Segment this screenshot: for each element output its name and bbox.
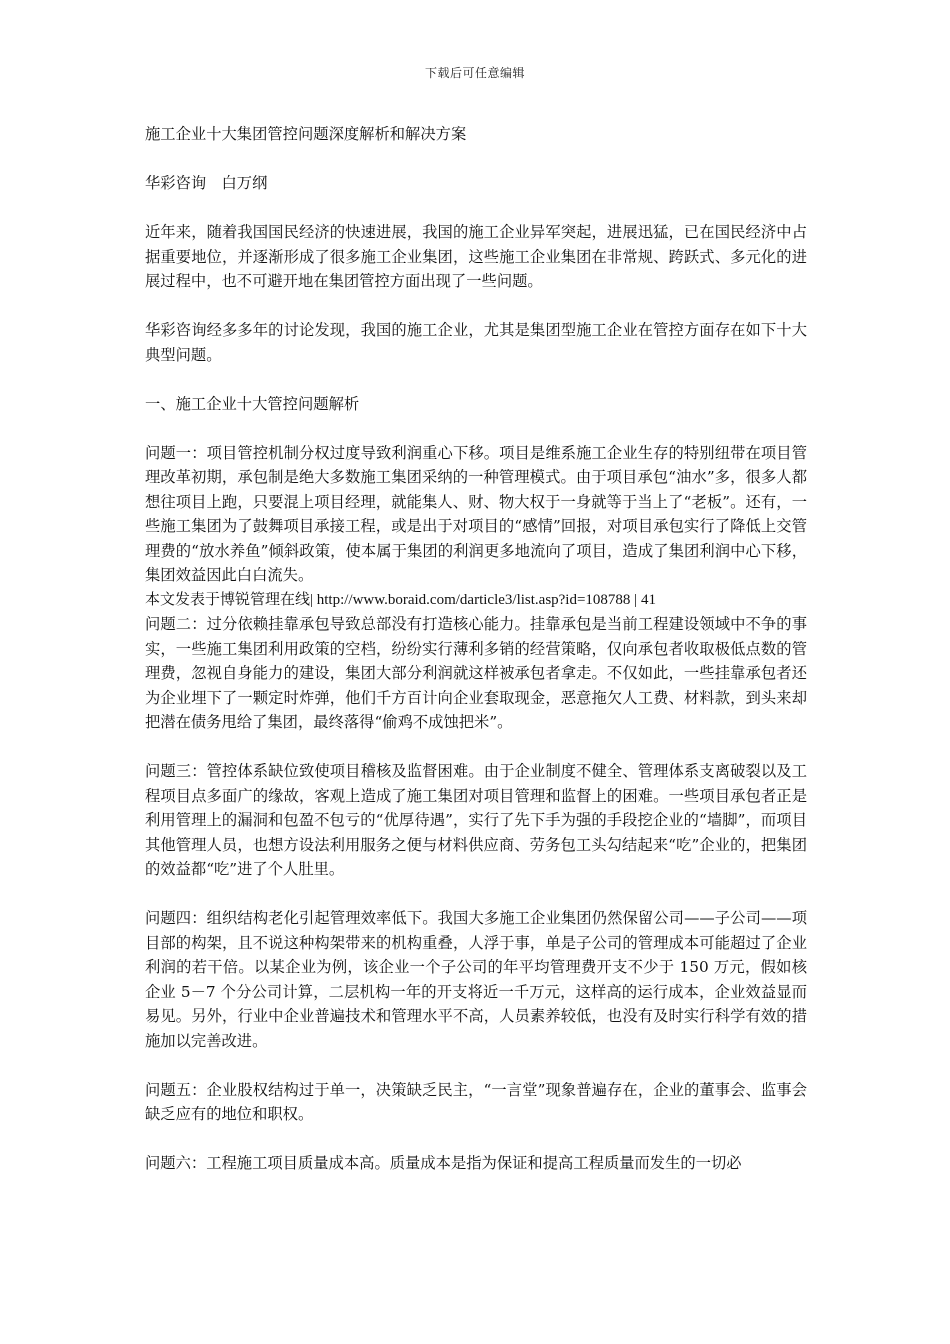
problem-3-paragraph: 问题三：管控体系缺位致使项目稽核及监督困难。由于企业制度不健全、管理体系支离破裂以及工程项目点多面广的缘故，客观上造成了施工集团对项目管理和监督上的困难。一些项目承包者正是利用管理上的漏洞和包盈不包亏的“优厚待遇”，实行了先下手为强的手段挖企业的“墙脚”，而项目其他管理人员，也想方设法利用服务之便与材料供应商、劳务包工头勾结起来“吃”企业的，把集团的效益都“吃”进了个人肚里。 — [145, 762, 807, 878]
section-heading-1: 一、施工企业十大管控问题解析 — [145, 394, 360, 413]
intro-paragraph-2: 华彩咨询经多多年的讨论发现，我国的施工企业，尤其是集团型施工企业在管控方面存在如下十大典型问题。 — [145, 321, 807, 364]
problem-1-paragraph: 问题一：项目管控机制分权过度导致利润重心下移。项目是维系施工企业生存的特别纽带在项目管理改革初期，承包制是绝大多数施工集团采纳的一种管理模式。由于项目承包“油水”多，很多人都想往项目上跑，只要混上项目经理，就能集人、财、物大权于一身就等于当上了“老板”。还有，一些施工集团为了鼓舞项目承接工程，或是出于对项目的“感情”回报，对项目承包实行了降低上交管理费的“放水养鱼”倾斜政策，使本属于集团的利润更多地流向了项目，造成了集团利润中心下移，集团效益因此白白流失。 — [145, 443, 807, 584]
document-body — [145, 122, 807, 1176]
document-author: 华彩咨询 白万纲 — [145, 174, 268, 192]
problem-4-paragraph: 问题四：组织结构老化引起管理效率低下。我国大多施工企业集团仍然保留公司——子公司——项目部的构架，且不说这种构架带来的机构重叠，人浮于事，单是子公司的管理成本可能超过了企业利润的若干倍。以某企业为例，该企业一个子公司的年平均管理费开支不少于 150 万元，假如核企业 5－7 个分公司计算，二层机构一年的开支将近一千万元，这样高的运行成本，企业效益显而易见。另外，行业中企业普遍技术和管理水平不高，人员素养较低，也没有及时实行科学有效的措施加以完善改进。 — [145, 909, 807, 1050]
problem-5-paragraph: 问题五：企业股权结构过于单一，决策缺乏民主，“一言堂”现象普遍存在，企业的董事会、监事会缺乏应有的地位和职权。 — [145, 1080, 807, 1123]
problem-2-paragraph: 问题二：过分依赖挂靠承包导致总部没有打造核心能力。挂靠承包是当前工程建设领域中不争的事实，一些施工集团利用政策的空档，纷纷实行薄利多销的经营策略，仅向承包者收取极低点数的管理费，忽视自身能力的建设，集团大部分利润就这样被承包者拿走。不仅如此，一些挂靠承包者还为企业埋下了一颗定时炸弹，他们千方百计向企业套取现金，恶意拖欠人工费、材料款，到头来却把潜在债务甩给了集团，最终落得“偷鸡不成蚀把米”。 — [145, 615, 807, 731]
header-note: 下载后可任意编辑 — [424, 66, 525, 80]
document-title: 施工企业十大集团管控问题深度解析和解决方案 — [145, 125, 467, 143]
intro-paragraph-1: 近年来，随着我国国民经济的快速进展，我国的施工企业异军突起，进展迅猛，已在国民经济中占据重要地位，并逐渐形成了很多施工企业集团，这些施工企业集团在非常规、跨跃式、多元化的进展过程中，也不可避开地在集团管控方面出现了一些问题。 — [145, 223, 807, 290]
problem-6-paragraph: 问题六：工程施工项目质量成本高。质量成本是指为保证和提高工程质量而发生的一切必 — [145, 1154, 742, 1172]
source-line: 本文发表于博锐管理在线| http://www.boraid.com/darticle3/list.asp?id=108788 | 41 — [145, 591, 656, 608]
